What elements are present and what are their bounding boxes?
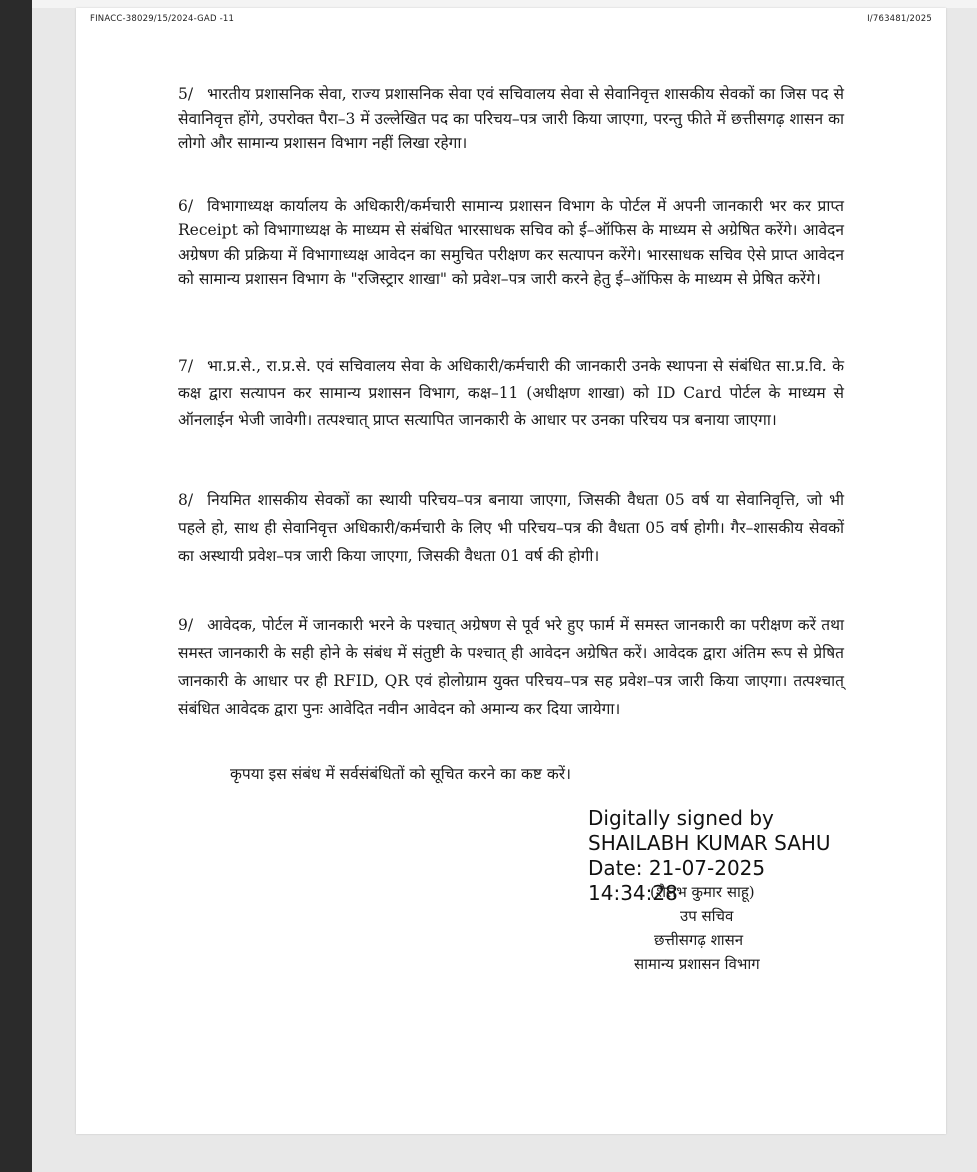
paragraph-text: विभागाध्यक्ष कार्यालय के अधिकारी/कर्मचारी सामान्य प्रशासन विभाग के पोर्टल में अपनी जानकारी भर कर प्राप्त Receipt को विभागाध्यक्ष के माध्यम से संबंधित भारसाधक सचिव को ई–ऑफिस के माध्यम से अग्रेषित करेंगे। आवेदन अग्रेषण की प्रक्रिया में विभागाध्यक्ष आवेदन का समुचित परीक्षण कर सत्यापन करेंगे। भारसाधक सचिव ऐसे प्राप्त आवेदन को सामान्य प्रशासन विभाग के "रजिस्ट्रार शाखा" को प्रवेश–पत्र जारी करने हेतु ई–ऑफिस के माध्यम से प्रेषित करेंगे।: [178, 197, 844, 288]
paragraph-7: [178, 353, 844, 434]
paragraph-8: [178, 486, 844, 570]
paragraph-text: आवेदक, पोर्टल में जानकारी भरने के पश्चात् अग्रेषण से पूर्व भरे हुए फार्म में समस्त जानकारी का परीक्षण करें तथा समस्त जानकारी के सही होने के संबंध में संतुष्टी के पश्चात् ही आवेदन अग्रेषित करें। आवेदक द्वारा अंतिम रूप से प्रेषित जानकारी के आधार पर ही RFID, QR एवं होलोग्राम युक्त परिचय–पत्र सह प्रवेश–पत्र जारी किया जाएगा। तत्पश्चात् संबंधित आवेदक द्वारा पुनः आवेदित नवीन आवेदन को अमान्य कर दिया जायेगा।: [178, 616, 844, 718]
paragraph-number: 8/: [178, 491, 194, 509]
officer-name: (शैलभ कुमार साहू): [650, 883, 755, 901]
receipt-reference: I/763481/2025: [867, 14, 932, 24]
paragraph-number: 5/: [178, 85, 194, 103]
officer-designation: उप सचिव: [680, 907, 734, 925]
paragraph-number: 6/: [178, 197, 194, 215]
viewer-left-edge: [0, 0, 32, 1172]
signature-line-1: Digitally signed by: [588, 806, 774, 830]
officer-department: सामान्य प्रशासन विभाग: [634, 955, 760, 973]
paragraph-6: [178, 194, 844, 291]
signature-time: 14:34:28: [588, 881, 678, 905]
signature-signer-name: SHAILABH KUMAR SAHU: [588, 831, 831, 855]
paragraph-number: 7/: [178, 357, 194, 375]
file-reference: FINACC-38029/15/2024-GAD -11: [90, 14, 235, 24]
officer-government: छत्तीसगढ़ शासन: [654, 931, 744, 949]
document-page: [76, 8, 946, 1134]
paragraph-text: भारतीय प्रशासनिक सेवा, राज्य प्रशासनिक सेवा एवं सचिवालय सेवा से सेवानिवृत्त शासकीय सेवकों का जिस पद से सेवानिवृत्त होंगे, उपरोक्त पैरा–3 में उल्लेखित पद का परिचय–पत्र जारी किया जाएगा, परन्तु फीते में छत्तीसगढ़ शासन का लोगो और सामान्य प्रशासन विभाग नहीं लिखा रहेगा।: [178, 85, 844, 152]
paragraph-number: 9/: [178, 616, 194, 634]
viewer-top-edge: [32, 0, 977, 8]
paragraph-5: [178, 82, 844, 156]
signature-date: Date: 21-07-2025: [588, 856, 766, 880]
paragraph-text: भा.प्र.से., रा.प्र.से. एवं सचिवालय सेवा के अधिकारी/कर्मचारी की जानकारी उनके स्थापना से संबंधित सा.प्र.वि. के कक्ष द्वारा सत्यापन कर सामान्य प्रशासन विभाग, कक्ष–11 (अधीक्षण शाखा) को ID Card पोर्टल के माध्यम से ऑनलाईन भेजी जावेगी। तत्पश्चात् प्राप्त सत्यापित जानकारी के आधार पर उनका परिचय पत्र बनाया जाएगा।: [178, 357, 844, 429]
closing-request: कृपया इस संबंध में सर्वसंबंधितों को सूचित करने का कष्ट करें।: [230, 765, 571, 783]
paragraph-text: नियमित शासकीय सेवकों का स्थायी परिचय–पत्र बनाया जाएगा, जिसकी वैधता 05 वर्ष या सेवानिवृत्ति, जो भी पहले हो, साथ ही सेवानिवृत्त अधिकारी/कर्मचारी के लिए भी परिचय–पत्र की वैधता 05 वर्ष होगी। गैर–शासकीय सेवकों का अस्थायी प्रवेश–पत्र जारी किया जाएगा, जिसकी वैधता 01 वर्ष की होगी।: [178, 491, 844, 565]
paragraph-9: [178, 611, 844, 723]
